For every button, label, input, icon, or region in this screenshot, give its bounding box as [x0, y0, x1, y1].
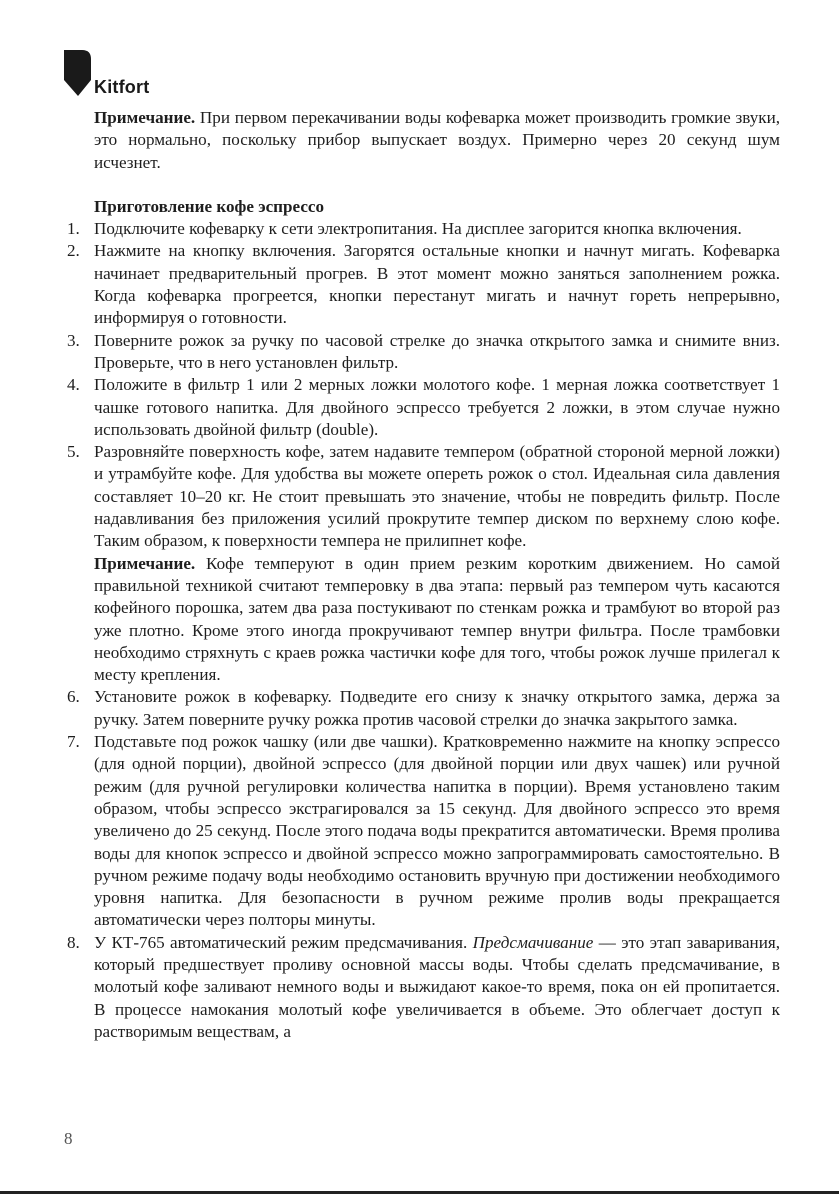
step-number: 5.	[67, 442, 80, 462]
step-text: Нажмите на кнопку включения. Загорятся остальные кнопки и начнут мигать. Кофеварка начинает предварительный прогрев. В этот момент можно заняться заполнением рожка. Когда кофеварка прогреется, кнопки перестанут мигать и начнут гореть непрерывно, информируя о готовности.	[94, 241, 780, 328]
document-body	[67, 107, 780, 1043]
brand-logo	[64, 50, 184, 100]
step-text: Положите в фильтр 1 или 2 мерных ложки молотого кофе. 1 мерная ложка соответствует 1 чашке готового напитка. Для двойного эспрессо требуется 2 ложки, в этом случае нужно использовать двойной фильтр (double).	[94, 375, 780, 439]
note-text: При первом перекачивании воды кофеварка может производить громкие звуки, это нормально, поскольку прибор выпускает воздух. Примерно через 20 секунд шум исчезнет.	[94, 108, 780, 172]
list-item	[67, 731, 780, 932]
step-number: 7.	[67, 732, 80, 752]
list-item	[67, 218, 780, 240]
list-item	[67, 330, 780, 375]
step-text: Разровняйте поверхность кофе, затем надавите темпером (обратной стороной мерной ложки) и утрамбуйте кофе. Для удобства вы можете опереть рожок о стол. Идеальная сила давления составляет 10–20 кг. Не стоит превышать это значение, чтобы не повредить фильтр. После надавливания без приложения усилий прокрутите темпер диском по верхнему слою кофе. Таким образом, к поверхности темпера не прилипнет кофе.	[94, 442, 780, 551]
list-item	[67, 686, 780, 731]
step-italic-term: Предсмачивание	[472, 932, 594, 952]
step-text: У КТ-765 автоматический режим предсмачивания.	[94, 932, 473, 952]
list-item	[67, 374, 780, 441]
step-text: Установите рожок в кофеварку. Подведите его снизу к значку открытого замка, держа за ручку. Затем поверните ручку рожка против часовой стрелки до значка закрытого замка.	[94, 687, 780, 729]
kitfort-logo-icon	[64, 50, 92, 96]
page-number: 8	[64, 1129, 73, 1148]
step-number: 1.	[67, 219, 80, 239]
list-item	[67, 932, 780, 1043]
step-text: Подключите кофеварку к сети электропитания. На дисплее загорится кнопка включения.	[94, 219, 742, 239]
list-item	[67, 240, 780, 329]
step-number: 2.	[67, 241, 80, 261]
steps-list	[67, 218, 780, 1043]
step-number: 6.	[67, 687, 80, 707]
list-item	[67, 441, 780, 686]
step-number: 8.	[67, 932, 80, 952]
step-text: Поверните рожок за ручку по часовой стрелке до значка открытого замка и снимите вниз. Проверьте, что в него установлен фильтр.	[94, 330, 780, 372]
step-number: 4.	[67, 375, 80, 395]
note-paragraph	[94, 107, 780, 174]
step-text: Подставьте под рожок чашку (или две чашки). Кратковременно нажмите на кнопку эспрессо (для одной порции), двойной эспрессо (для двойной порции или двух чашек) или ручной режим (для ручной регулировки количества напитка в порции). Время установлено таким образом, чтобы эспрессо экстрагировался за 15 секунд. Для двойного эспрессо это время увеличено до 25 секунд. После этого подача воды прекратится автоматически. Время пролива воды для кнопок эспрессо и двойной эспрессо можно запрограммировать самостоятельно. В ручном режиме подачу воды необходимо остановить вручную при достижении необходимого уровня напитка. Для безопасности в ручном режиме пролив воды прекращается автоматически через полторы минуты.	[94, 732, 780, 930]
step-note	[94, 553, 780, 687]
step-text-continued: — это этап заваривания, который предшествует проливу основной массы воды. Чтобы сделать предсмачивание, в молотый кофе заливают немного воды и выжидают какое-то время, пока он ей пропитается. В процессе намокания молотый кофе увеличивается в объеме. Это облегчает доступ к растворимым веществам, а	[94, 932, 780, 1041]
step-number: 3.	[67, 330, 80, 350]
section-title: Приготовление кофе эспрессо	[94, 196, 325, 216]
note-label: Примечание.	[94, 108, 196, 127]
note-label: Примечание.	[94, 553, 196, 573]
note-text: Кофе темперуют в один прием резким коротким движением. Но самой правильной техникой считают темперовку в два этапа: первый раз темпером чуть касаются кофейного порошка, затем два раза постукивают по стенкам рожка и трамбуют во второй раз уже плотно. Кроме этого иногда прокручивают темпер внутри фильтра. После трамбовки необходимо стряхнуть с краев рожка частички кофе для того, чтобы рожок лучше прилегал к месту крепления.	[94, 553, 780, 685]
brand-name: Kitfort	[94, 77, 150, 97]
